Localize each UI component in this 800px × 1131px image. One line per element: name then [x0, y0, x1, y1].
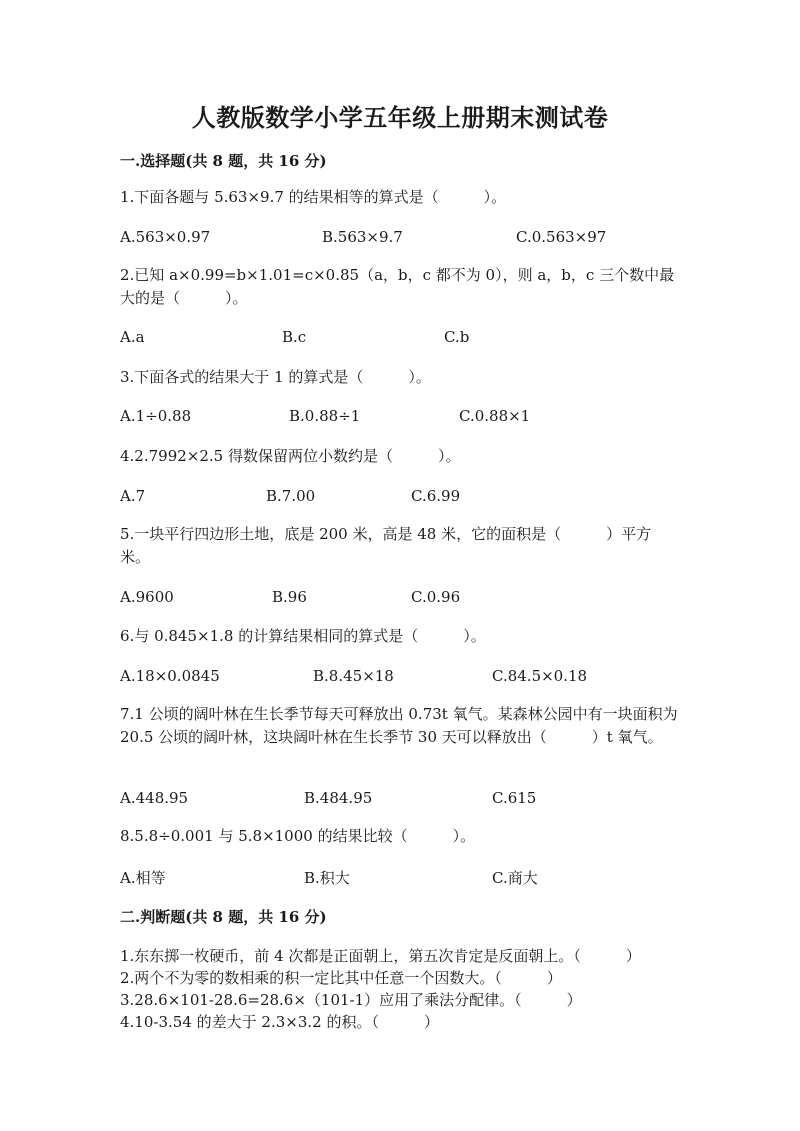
option-7a: A.448.95: [120, 789, 189, 807]
judgement-question-4: 4.10-3.54 的差大于 2.3×3.2 的积。（ ）: [120, 1013, 439, 1031]
option-2b: B.c: [282, 328, 307, 346]
judgement-question-2: 2.两个不为零的数相乘的积一定比其中任意一个因数大。（ ）: [120, 969, 562, 987]
option-2a: A.a: [120, 328, 145, 346]
judgement-question-3: 3.28.6×101-28.6=28.6×（101-1）应用了乘法分配律。（ ）: [120, 991, 582, 1009]
option-5b: B.96: [272, 588, 307, 606]
option-3b: B.0.88÷1: [289, 407, 361, 425]
option-1b: B.563×9.7: [322, 228, 403, 246]
option-8c: C.商大: [492, 869, 538, 887]
question-7: 7.1 公顷的阔叶林在生长季节每天可释放出 0.73t 氧气。某森林公园中有一块面积为 20.5 公顷的阔叶林，这块阔叶林在生长季节 30 天可以释放出（ ）t 氧气。: [120, 705, 683, 746]
page-title: 人教版数学小学五年级上册期末测试卷: [191, 103, 609, 132]
option-3a: A.1÷0.88: [120, 407, 192, 425]
option-6c: C.84.5×0.18: [492, 667, 588, 685]
option-8a: A.相等: [120, 869, 166, 887]
option-1c: C.0.563×97: [516, 228, 607, 246]
option-1a: A.563×0.97: [120, 228, 211, 246]
question-1: 1.下面各题与 5.63×9.7 的结果相等的算式是（ ）。: [120, 188, 507, 206]
judgement-question-1: 1.东东掷一枚硬币，前 4 次都是正面朝上，第五次肯定是反面朝上。（ ）: [120, 947, 641, 965]
option-4a: A.7: [120, 487, 146, 505]
question-5: 5.一块平行四边形土地，底是 200 米，高是 48 米，它的面积是（ ）平方米。: [120, 525, 652, 566]
option-3c: C.0.88×1: [459, 407, 531, 425]
option-4c: C.6.99: [411, 487, 461, 505]
question-8: 8.5.8÷0.001 与 5.8×1000 的结果比较（ ）。: [120, 827, 476, 845]
question-3: 3.下面各式的结果大于 1 的算式是（ ）。: [120, 368, 431, 386]
option-2c: C.b: [444, 328, 470, 346]
question-4: 4.2.7992×2.5 得数保留两位小数约是（ ）。: [120, 447, 461, 465]
option-7c: C.615: [492, 789, 537, 807]
section-heading-judgement: 二.判断题(共 8 题，共 16 分): [120, 908, 327, 926]
option-5c: C.0.96: [411, 588, 461, 606]
option-6b: B.8.45×18: [313, 667, 394, 685]
option-8b: B.积大: [304, 869, 350, 887]
option-5a: A.9600: [120, 588, 174, 606]
option-7b: B.484.95: [304, 789, 373, 807]
option-6a: A.18×0.0845: [120, 667, 220, 685]
option-4b: B.7.00: [266, 487, 316, 505]
question-2: 2.已知 a×0.99=b×1.01=c×0.85（a，b，c 都不为 0），则 a，b，c 三个数中最大的是（ ）。: [120, 266, 675, 307]
section-heading-choice: 一.选择题(共 8 题，共 16 分): [120, 152, 327, 170]
question-6: 6.与 0.845×1.8 的计算结果相同的算式是（ ）。: [120, 627, 486, 645]
